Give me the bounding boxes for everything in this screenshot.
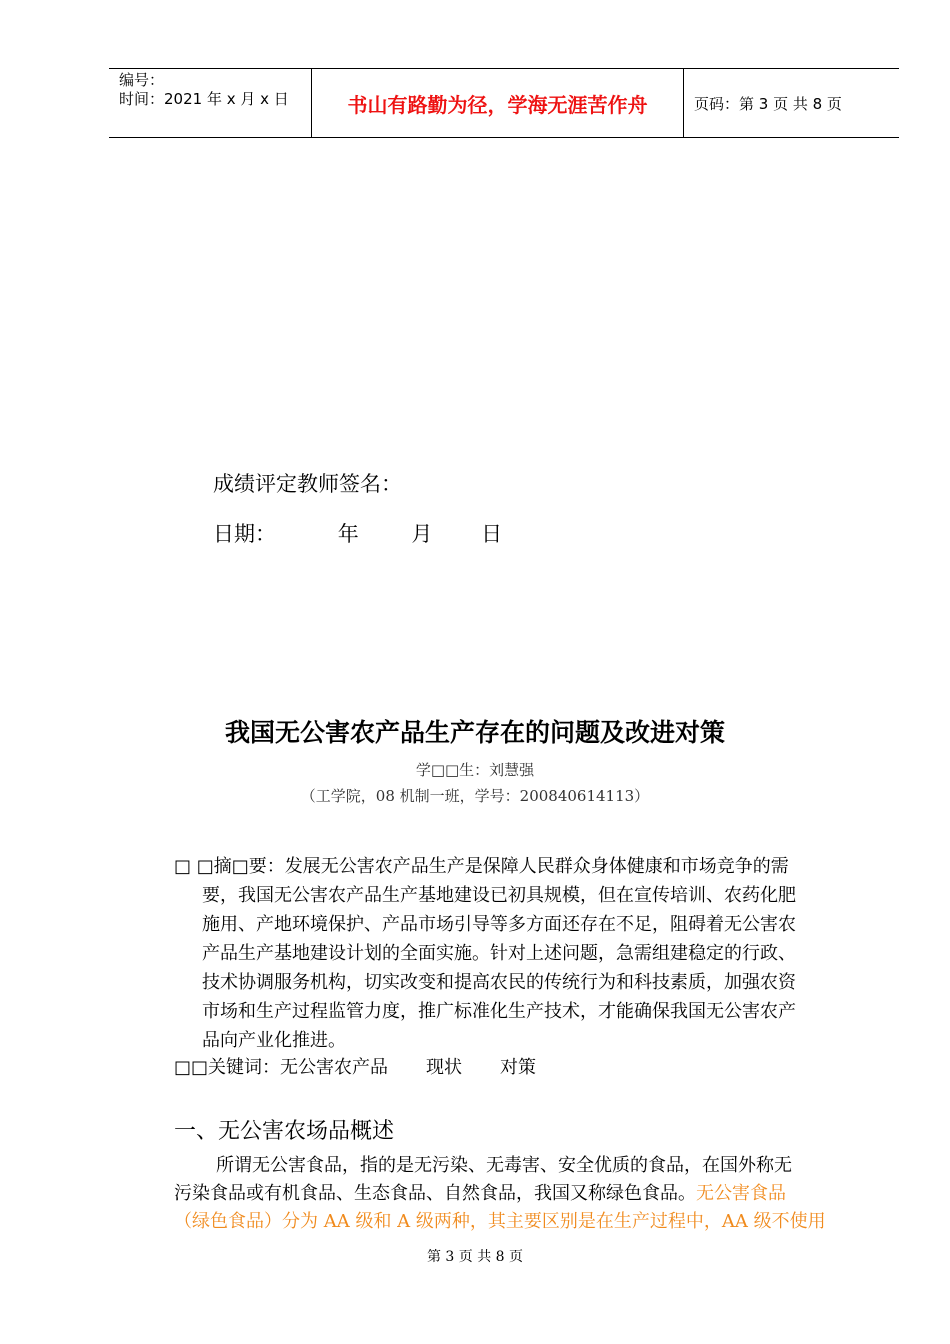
paper-title: 我国无公害农产品生产存在的问题及改进对策: [224, 718, 725, 747]
number-label: 编号：: [119, 71, 165, 89]
date-day: 日: [481, 522, 503, 546]
time-label: 时间：2021 年 x 月 x 日: [119, 90, 289, 108]
body-line: 污染食品或有机食品、生态食品、自然食品，我国又称绿色食品。无公害食品: [174, 1183, 786, 1204]
keywords: [174, 1053, 574, 1079]
abstract-line: 要，我国无公害农产品生产基地建设已初具规模，但在宣传培训、农药化肥: [202, 885, 796, 906]
paper-author: 学□□生：刘慧强: [415, 761, 535, 779]
abstract-line: □ □摘□要：发展无公害农产品生产是保障人民群众身体健康和市场竞争的需: [174, 856, 789, 877]
paper-affiliation: （工学院，08 机制一班，学号：200840614113）: [300, 787, 650, 805]
abstract-line: 施用、产地环境保护、产品市场引导等多方面还存在不足，阻碍着无公害农: [202, 914, 796, 935]
abstract-line: 市场和生产过程监管力度，推广标准化生产技术，才能确保我国无公害农产: [202, 1001, 796, 1022]
page-footer: 第 3 页 共 8 页: [426, 1249, 524, 1265]
header-meta: [109, 69, 311, 137]
highlighted-text: 无公害食品: [696, 1183, 786, 1204]
header-page-number: 页码：第 3 页 共 8 页: [694, 94, 842, 113]
signature-date-line: [213, 518, 502, 548]
highlighted-text: （绿色食品）分为 AA 级和 A 级两种，其主要区别是在生产过程中，AA 级不使用: [174, 1211, 826, 1232]
abstract: [174, 852, 838, 1055]
abstract-line: 产品生产基地建设计划的全面实施。针对上述问题，急需组建稳定的行政、: [202, 943, 796, 964]
abstract-line: 技术协调服务机构，切实改变和提高农民的传统行为和科技素质，加强农资: [202, 972, 796, 993]
date-label: 日期：: [213, 522, 276, 546]
abstract-label: □ □摘□要：: [174, 856, 285, 877]
keyword-item: 无公害农产品: [280, 1057, 389, 1078]
grader-signature-label: 成绩评定教师签名：: [213, 472, 402, 496]
body-line: 所谓无公害食品，指的是无污染、无毒害、安全优质的食品，在国外称无: [216, 1155, 792, 1176]
document-header: [109, 68, 899, 138]
abstract-line: 品向产业化推进。: [202, 1030, 346, 1051]
keyword-item: 现状: [426, 1057, 463, 1078]
section-body: [174, 1152, 838, 1236]
date-month: 月: [411, 522, 433, 546]
keyword-item: 对策: [500, 1057, 537, 1078]
keywords-label: □□关键词：: [174, 1057, 281, 1078]
header-motto: 书山有路勤为径，学海无涯苦作舟: [311, 69, 684, 137]
date-year: 年: [337, 522, 359, 546]
section-heading: 一、无公害农场品概述: [174, 1119, 395, 1144]
